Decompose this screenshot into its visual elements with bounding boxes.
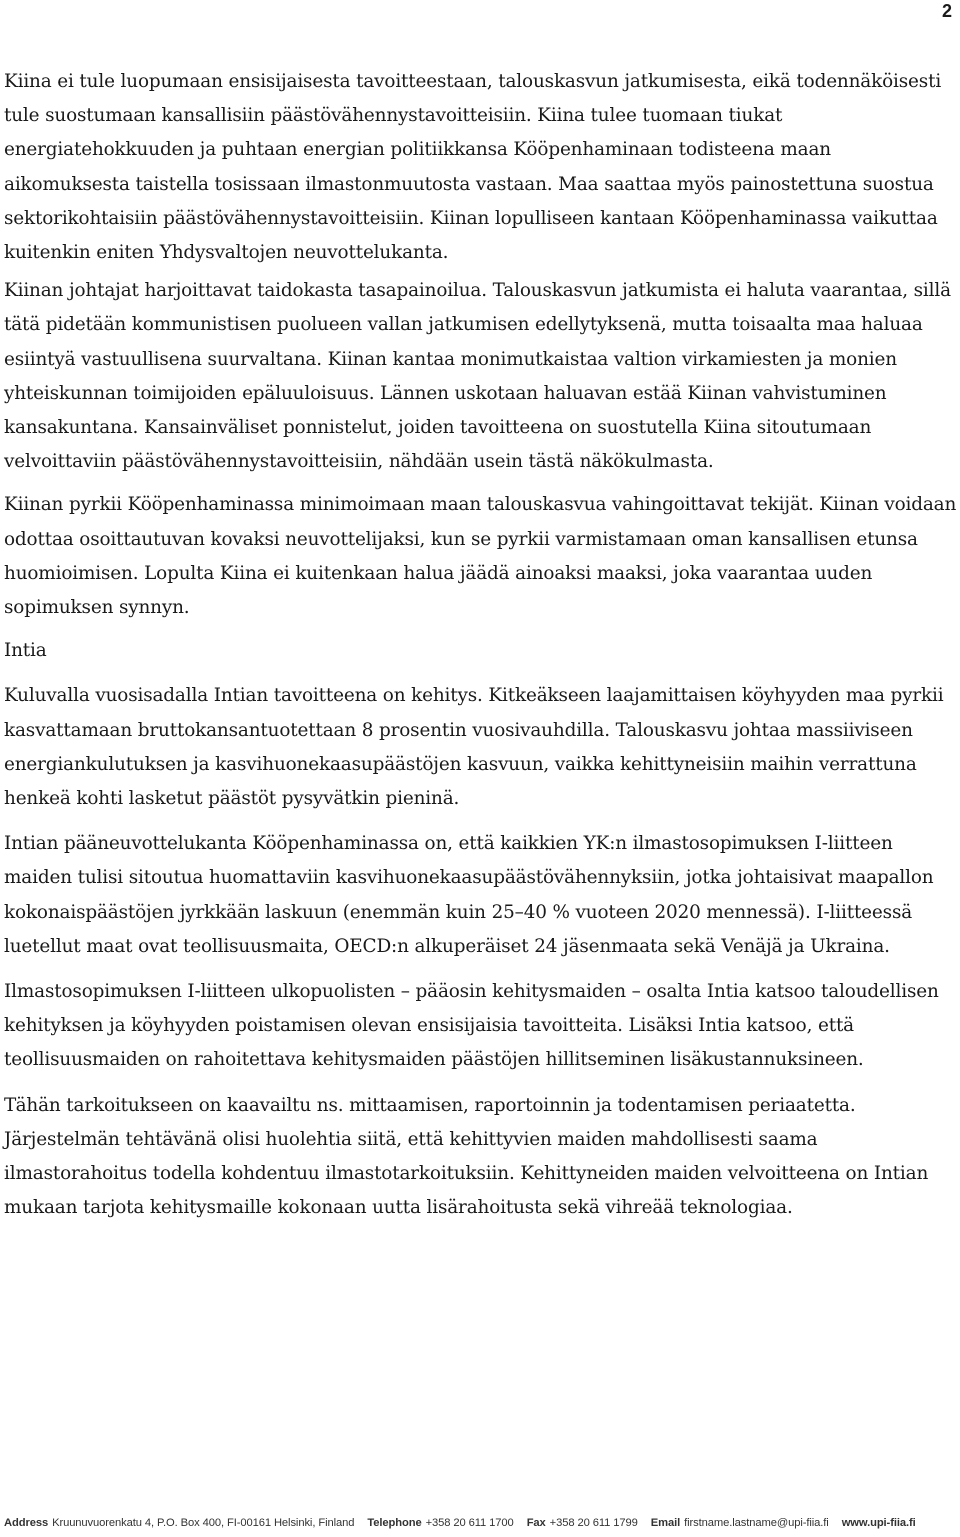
paragraph-india-development: Kuluvalla vuosisadalla Intian tavoitteena on kehitys. Kitkeäkseen laajamittaisen köyhyyden maa pyrkii kasvattamaan bruttokansantuotettaan 8 prosentin vuosivauhdilla. Talouskasvu johtaa massiiviseen energiankulutuksen ja kasvihuonekaasupäästöjen kasvuun, vaikka kehittyneisiin maihin verrattuna henkeä kohti lasketut päästöt pysyvätkin pieninä. (4, 685, 944, 810)
footer-website[interactable]: www.upi-fiia.fi (841, 1517, 916, 1529)
footer-fax: +358 20 611 1799 (549, 1517, 638, 1529)
footer-email[interactable]: firstname.lastname@upi-fiia.fi (684, 1517, 829, 1529)
paragraph-india-annex: Ilmastosopimuksen I-liitteen ulkopuolisten – pääosin kehitysmaiden – osalta Intia katsoo taloudellisen kehityksen ja köyhyyden poistamisen olevan ensisijaisia tavoitteita. Lisäksi Intia katsoo, että teollisuusmaiden on rahoitettava kehitysmaiden päästöjen hillitseminen lisäkustannuksineen. (4, 981, 939, 1071)
section-heading-india: Intia (4, 640, 47, 662)
footer-email-label: Email (650, 1517, 681, 1529)
paragraph-china-copenhagen: Kiinan pyrkii Kööpenhaminassa minimoimaan maan talouskasvua vahingoittavat tekijät. Kiinan voidaan odottaa osoittautuvan kovaksi neuvottelijaksi, kun se pyrkii varmistamaan oman kansallisen etunsa huomioimisen. Lopulta Kiina ei kuitenkaan halua jäädä ainoaksi maaksi, joka vaarantaa uuden sopimuksen synnyn. (4, 494, 957, 619)
footer-address: Kruunuvuorenkatu 4, P.O. Box 400, FI-00161 Helsinki, Finland (52, 1517, 355, 1529)
footer-telephone-label: Telephone (367, 1517, 422, 1529)
paragraph-india-mrv: Tähän tarkoitukseen on kaavailtu ns. mittaamisen, raportoinnin ja todentamisen periaatetta. Järjestelmän tehtävänä olisi huolehtia siitä, että kehittyvien maiden mahdollisesti saama ilmastorahoitus todella kohdentuu ilmastotarkoituksiin. Kehittyneiden maiden velvoitteena on Intian mukaan tarjota kehitysmaille kokonaan uutta lisärahoitusta sekä vihreää teknologiaa. (4, 1094, 929, 1219)
page-footer (4, 1516, 956, 1530)
document-body (4, 65, 960, 1226)
paragraph-china-goals: Kiina ei tule luopumaan ensisijaisesta tavoitteestaan, talouskasvun jatkumisesta, eikä todennäköisesti tule suostumaan kansallisiin päästövähennystavoitteisiin. Kiina tulee tuomaan tiukat energiatehokkuuden ja puhtaan energian politiikkansa Kööpenhaminaan todisteena maan aikomuksesta taistella tosissaan ilmastonmuutosta vastaan. Maa saattaa myös painostettuna suostua sektorikohtaisiin päästövähennystavoitteisiin. Kiinan lopulliseen kantaan Kööpenhaminassa vaikuttaa kuitenkin eniten Yhdysvaltojen neuvottelukanta. (4, 71, 942, 264)
paragraph-india-negotiation: Intian pääneuvottelukanta Kööpenhaminassa on, että kaikkien YK:n ilmastosopimuksen I-liitteen maiden tulisi sitoutua huomattaviin kasvihuonekaasupäästövähennyksiin, jotka johtaisivat maapallon kokonaispäästöjen jyrkkään laskuun (enemmän kuin 25–40 % vuoteen 2020 mennessä). I-liitteessä luetellut maat ovat teollisuusmaita, OECD:n alkuperäiset 24 jäsenmaata sekä Venäjä ja Ukraina. (4, 833, 934, 957)
paragraph-china-balancing: Kiinan johtajat harjoittavat taidokasta tasapainoilua. Talouskasvun jatkumista ei haluta vaarantaa, sillä tätä pidetään kommunistisen puolueen vallan jatkumisen edellytyksenä, mutta toisaalta maa haluaa esiintyä vastuullisena suurvaltana. Kiinan kantaa monimutkaistaa valtion virkamiesten ja monien yhteiskunnan toimijoiden epäluuloisuus. Lännen uskotaan haluavan estää Kiinan vahvistuminen kansakuntana. Kansainväliset ponnistelut, joiden tavoitteena on suostutella Kiina sitoutumaan velvoittaviin päästövähennystavoitteisiin, nähdään usein tästä näkökulmasta. (4, 280, 951, 473)
footer-fax-label: Fax (526, 1517, 546, 1529)
footer-telephone: +358 20 611 1700 (425, 1517, 514, 1529)
page-number: 2 (941, 1, 952, 21)
footer-address-label: Address (4, 1517, 49, 1529)
